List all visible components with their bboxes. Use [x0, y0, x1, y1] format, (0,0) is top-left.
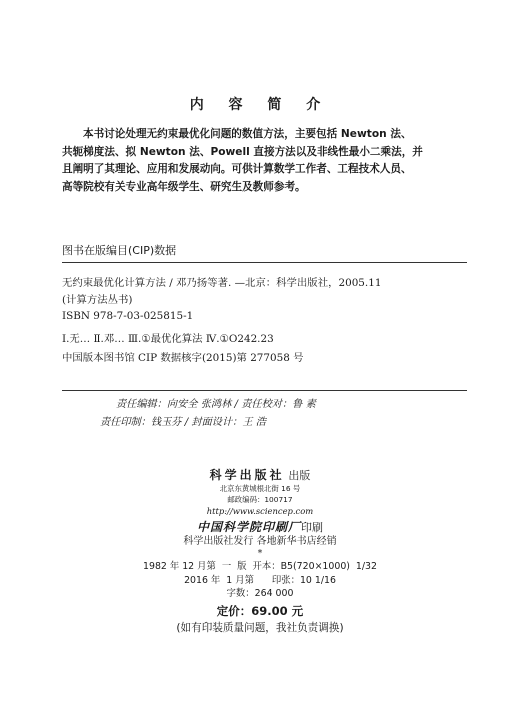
intro-paragraph — [62, 126, 472, 196]
separator-star: * — [257, 549, 263, 559]
price: 定价：69.00 元 — [216, 603, 304, 618]
publisher-website: http://www.sciencep.com — [206, 506, 314, 516]
editors-line: 责任编辑：向安全 张鸿林 / 责任校对：鲁 素 — [116, 399, 316, 410]
cip-book-line: 无约束最优化计算方法 / 邓乃扬等著. —北京：科学出版社，2005.11 — [62, 277, 382, 289]
printer-line — [0, 518, 520, 535]
publisher-suffix: 出版 — [288, 469, 311, 482]
intro-line: 共轭梯度法、拟 Newton 法、Powell 直接方法以及非线性最小二乘法，并 — [62, 145, 423, 158]
imprint-block — [0, 466, 520, 636]
intro-line: 本书讨论处理无约束最优化问题的数值方法，主要包括 Newton 法、 — [83, 128, 412, 140]
edition-line: 2016 年 1 月第 印张：10 1/16 — [184, 574, 336, 586]
cip-isbn: ISBN 978-7-03-025815-1 — [62, 310, 194, 322]
cip-top-rule — [62, 262, 467, 263]
edition-line: 字数：264 000 — [226, 588, 294, 599]
publisher-postcode: 邮政编码：100717 — [227, 494, 293, 504]
publisher-address: 北京东黄城根北街 16 号 — [219, 484, 301, 493]
publisher-line — [0, 466, 520, 484]
intro-line: 且阐明了其理论、应用和发展动向。可供计算数学工作者、工程技术人员、 — [62, 163, 412, 176]
printer-suffix: 印刷 — [301, 521, 323, 534]
editors-line: 责任印制：钱玉芬 / 封面设计：王 浩 — [100, 417, 266, 428]
page-title: 内 容 简 介 — [189, 97, 331, 113]
cip-record — [62, 275, 467, 367]
cip-classification: Ⅰ.无… Ⅱ.邓… Ⅲ.①最优化算法 Ⅳ.①O242.23 — [62, 332, 274, 345]
printer-name: 中国科学院印刷厂 — [196, 520, 301, 534]
cip-series: (计算方法丛书) — [62, 293, 133, 306]
intro-line: 高等院校有关专业高年级学生、研究生及教师参考。 — [62, 180, 306, 193]
cip-heading: 图书在版编目(CIP)数据 — [62, 244, 177, 257]
cip-bottom-rule — [62, 390, 467, 391]
editors-block — [0, 396, 520, 432]
publisher-name: 科学出版社 — [209, 468, 285, 482]
cip-library-record: 中国版本图书馆 CIP 数据核字(2015)第 277058 号 — [62, 352, 304, 364]
quality-note: (如有印装质量问题，我社负责调换) — [176, 621, 344, 634]
distribution-line: 科学出版社发行 各地新华书店经销 — [183, 536, 337, 547]
edition-line: 1982 年 12 月第 一 版 开本：B5(720×1000) 1/32 — [143, 561, 377, 572]
